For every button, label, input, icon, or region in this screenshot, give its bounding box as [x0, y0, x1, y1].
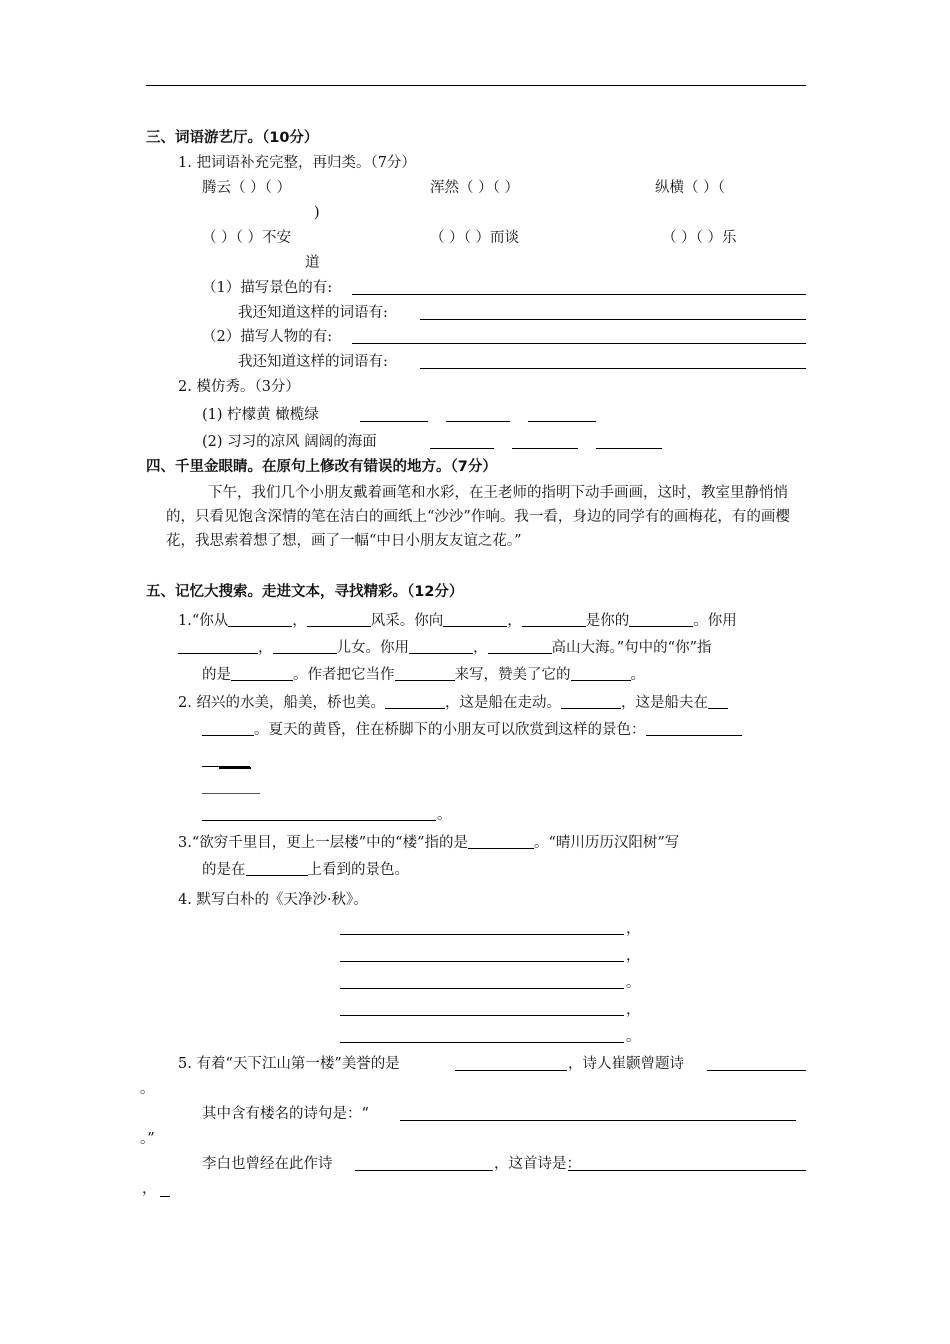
q1-sub2-answer-line[interactable] — [352, 343, 806, 344]
q1-row2-item3: （ ）（ ）乐 — [662, 230, 737, 246]
s5-q4-punct-3: 。 — [626, 975, 641, 991]
s5-q3-text: 上看到的景色。 — [307, 862, 409, 878]
s5-q1-blank[interactable] — [395, 666, 455, 682]
s5-q3 — [178, 830, 808, 884]
s5-q4-line-1[interactable] — [340, 934, 624, 935]
s5-q1-text: 儿女。你用 — [336, 640, 409, 656]
s5-q1-text: 的是 — [202, 667, 231, 683]
header-rule — [146, 85, 806, 86]
q1-sub2-extra-label: 我还知道这样的词语有: — [238, 354, 388, 370]
s5-q5-text3: 。 — [140, 1081, 155, 1097]
s5-q3-text: 。“晴川历历汉阳树”写 — [533, 835, 680, 851]
s5-q3-text: 3.“欲穷千里目，更上一层楼”中的“楼”指的是 — [178, 835, 468, 851]
s5-q5-text7: ，这首诗是： — [494, 1156, 581, 1172]
q1-row1-wrap: ) — [314, 205, 320, 221]
s5-q2-blank[interactable] — [561, 694, 621, 710]
s5-q5-blank1[interactable] — [455, 1070, 567, 1071]
s5-q1-text: 是你的 — [585, 613, 630, 629]
s5-q1-text: 风采。你向 — [370, 613, 444, 629]
s5-q5-blank6[interactable] — [160, 1196, 170, 1197]
section5-title: 五、记忆大搜索。走进文本，寻找精彩。（12分） — [146, 584, 464, 600]
s5-q2-line-b[interactable] — [219, 767, 251, 769]
q2-line1: (1) 柠檬黄 橄榄绿 — [202, 407, 319, 423]
q2-line1-blank2[interactable] — [446, 421, 510, 422]
q2-line2-blank2[interactable] — [512, 448, 578, 449]
section4-title: 四、千里金眼睛。在原句上修改有错误的地方。（7分） — [146, 459, 497, 475]
s5-q2-line-c[interactable] — [202, 793, 260, 794]
s5-q5-blank4[interactable] — [355, 1170, 493, 1171]
s5-q1-blank[interactable] — [178, 639, 258, 655]
s5-q1-blank[interactable] — [571, 666, 631, 682]
s5-q4-title: 4. 默写白朴的《天净沙·秋》。 — [178, 892, 368, 908]
s5-q5-blank3[interactable] — [400, 1120, 796, 1121]
s5-q4-punct-1: ， — [626, 921, 641, 937]
q1-row1-item3: 纵横（ ）（ — [655, 180, 725, 196]
q1-row2-item1: （ ）（ ）不安 — [202, 230, 291, 246]
s5-q5-text4: 其中含有楼名的诗句是：“ — [202, 1106, 369, 1122]
s5-q2-blank[interactable] — [202, 721, 254, 737]
s5-q1-text: 。 — [630, 667, 645, 683]
q1-sub1-label: （1）描写景色的有: — [202, 280, 333, 296]
s5-q5-text1: 5. 有着“天下江山第一楼”美誉的是 — [178, 1056, 400, 1072]
section3-title: 三、词语游艺厅。（10分） — [146, 130, 319, 146]
q2-line2-blank1[interactable] — [430, 448, 494, 449]
q2-line1-blank3[interactable] — [528, 421, 596, 422]
s5-q4-punct-4: ， — [626, 1002, 641, 1018]
s5-q5-text5: 。” — [140, 1131, 155, 1147]
s5-q1-blank[interactable] — [629, 612, 693, 628]
q1-row1-item2: 浑然（ ）（ ） — [430, 180, 519, 196]
s5-q1-blank[interactable] — [522, 612, 586, 628]
s5-q3-blank[interactable] — [246, 861, 308, 877]
s5-q1-text: 。作者把它当作 — [293, 667, 395, 683]
s5-q1-blank[interactable] — [231, 666, 293, 682]
q1-row1-item1: 腾云（ ）（ ） — [202, 180, 291, 196]
s5-q2 — [178, 690, 808, 744]
s5-q4-line-5[interactable] — [340, 1042, 624, 1043]
s5-q1-blank[interactable] — [488, 639, 552, 655]
s5-q2-text: 。夏天的黄昏，住在桥脚下的小朋友可以欣赏到这样的景色： — [254, 722, 646, 738]
s5-q5-text2: ，诗人崔颢曾题诗 — [568, 1056, 684, 1072]
s5-q5-text8: ， — [142, 1181, 157, 1197]
s5-q1-text: 。你用 — [693, 613, 737, 629]
s5-q1-text: 高山大海。”句中的“你”指 — [551, 640, 712, 656]
s5-q1-blank[interactable] — [443, 612, 507, 628]
s5-q4-line-3[interactable] — [340, 988, 624, 989]
s5-q1-blank[interactable] — [409, 639, 473, 655]
s5-q3-blank[interactable] — [468, 834, 534, 850]
s5-q3-text: 的是在 — [202, 862, 246, 878]
s5-q2-blank[interactable] — [708, 694, 728, 710]
q2-line1-blank1[interactable] — [360, 421, 428, 422]
s5-q1-text: 来写，赞美了它的 — [454, 667, 571, 683]
s5-q4-line-4[interactable] — [340, 1015, 624, 1016]
s5-q1-blank[interactable] — [228, 612, 292, 628]
s5-q1 — [178, 608, 808, 689]
q1-sub1-answer-line[interactable] — [352, 294, 806, 295]
s5-q2-line-d[interactable] — [202, 820, 436, 821]
s5-q5-blank2[interactable] — [707, 1070, 806, 1071]
s5-q1-text: ， — [507, 613, 522, 629]
q1-row2-wrap: 道 — [305, 255, 320, 271]
s5-q4-line-2[interactable] — [340, 961, 624, 962]
s5-q1-text: 1.“你从 — [178, 613, 229, 629]
q1-sub2-extra-line[interactable] — [420, 368, 806, 369]
s5-q1-text: ， — [473, 640, 488, 656]
s5-q2-blank[interactable] — [646, 721, 742, 737]
s5-q2-text: ，这是船在走动。 — [444, 695, 561, 711]
q2-title: 2. 模仿秀。（3分） — [178, 379, 300, 395]
s5-q4-punct-5: 。 — [626, 1029, 641, 1045]
s5-q1-text: ， — [258, 640, 273, 656]
section4-paragraph — [166, 481, 806, 553]
s5-q1-blank[interactable] — [273, 639, 337, 655]
s5-q2-text: ，这是船夫在 — [620, 695, 708, 711]
s5-q1-blank[interactable] — [307, 612, 371, 628]
q1-sub1-extra-label: 我还知道这样的词语有: — [238, 305, 388, 321]
s5-q4-punct-2: ， — [626, 948, 641, 964]
q2-line2: (2) 习习的凉风 阔阔的海面 — [202, 434, 377, 450]
s5-q5-text6: 李白也曾经在此作诗 — [202, 1156, 333, 1172]
q1-sub2-label: （2）描写人物的有: — [202, 329, 333, 345]
q1-row2-item2: （ ）（ ）而谈 — [430, 230, 519, 246]
q1-sub1-extra-line[interactable] — [420, 319, 806, 320]
s5-q5-blank5[interactable] — [568, 1170, 806, 1171]
s5-q2-end: 。 — [437, 807, 452, 823]
s5-q2-blank[interactable] — [385, 694, 445, 710]
section4-paragraph-text: 下午，我们几个小朋友戴着画笔和水彩，在王老师的指明下动手画画，这时，教室里静悄悄的，只看见饱含深情的笔在洁白的画纸上“沙沙”作响。我一看，身边的同学有的画梅花，有的画樱花，我思索着想了想，画了一幅“中日小朋友友谊之花。” — [166, 485, 790, 549]
q2-line2-blank3[interactable] — [596, 448, 662, 449]
q1-title: 1. 把词语补充完整，再归类。（7分） — [178, 155, 416, 171]
s5-q2-text: 2. 绍兴的水美，船美，桥也美。 — [178, 695, 385, 711]
s5-q1-text: ， — [292, 613, 307, 629]
